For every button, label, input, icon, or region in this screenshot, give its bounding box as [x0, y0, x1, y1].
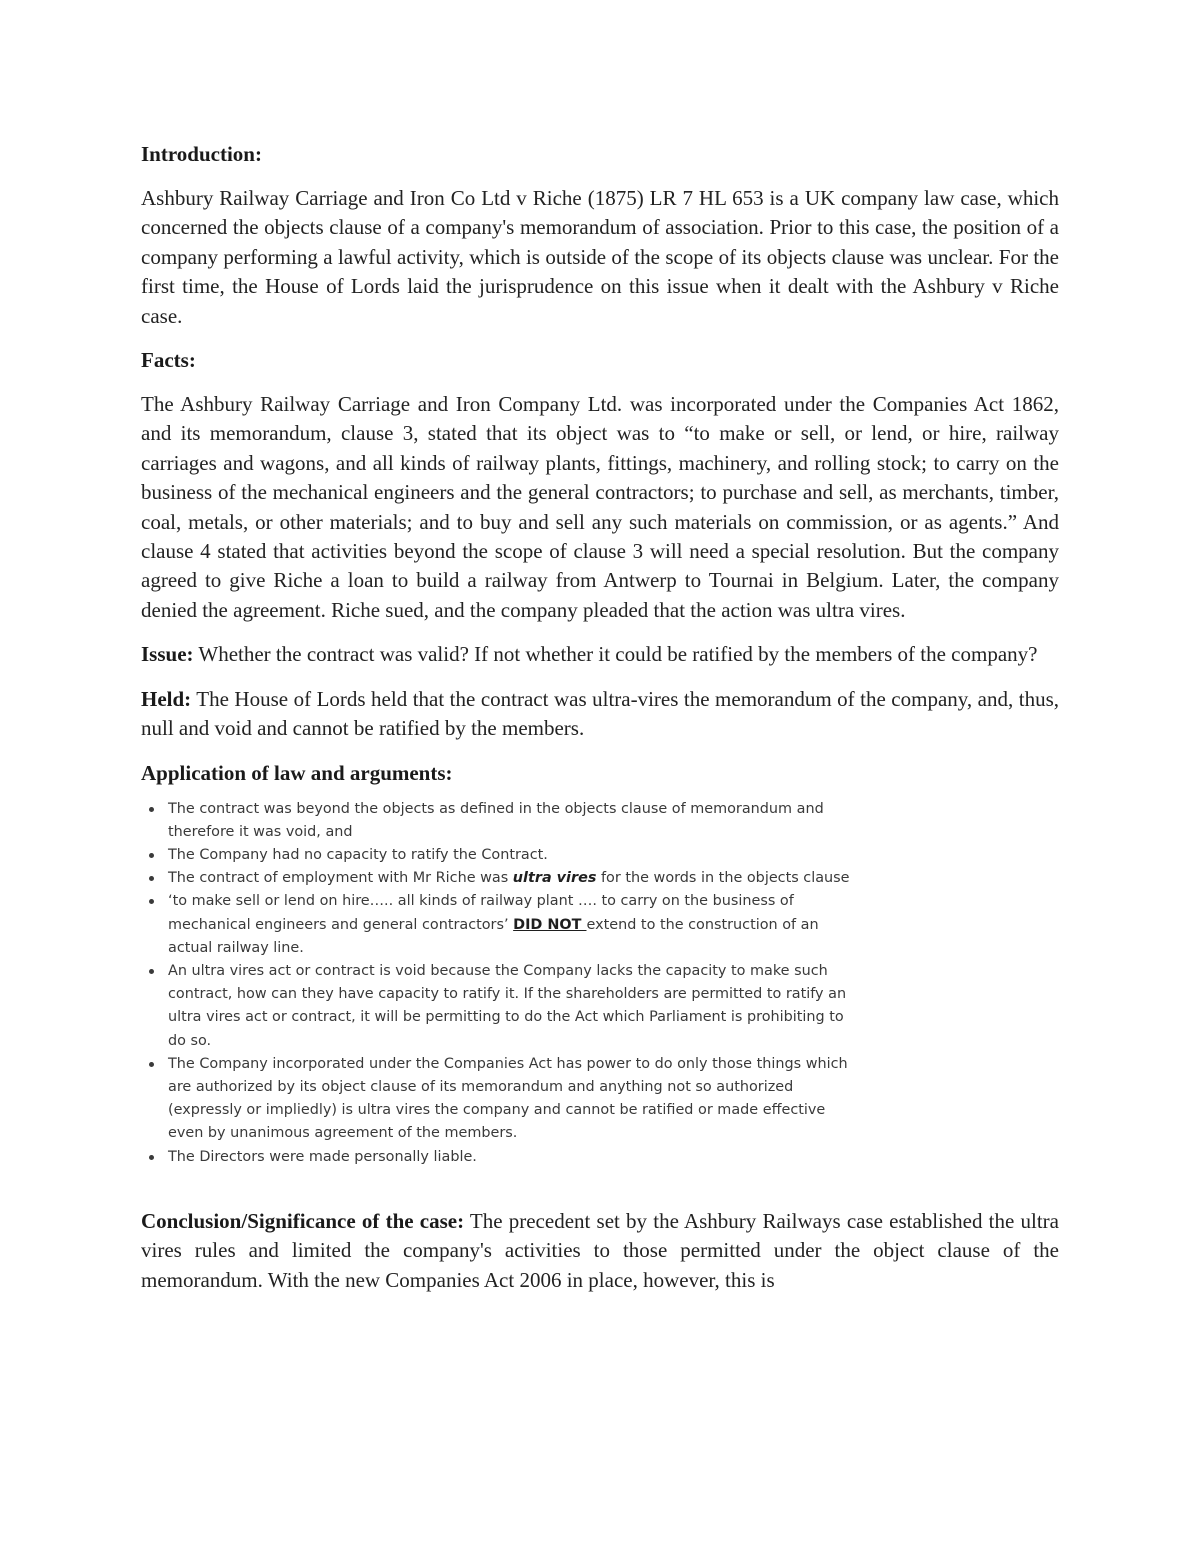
issue-paragraph: [141, 640, 1059, 669]
facts-heading: Facts:: [141, 348, 196, 373]
bullet-icon: [149, 1062, 154, 1067]
list-item: [141, 798, 851, 844]
list-item: [141, 890, 851, 960]
bullet-text: The Directors were made personally liable.: [168, 1148, 477, 1165]
bullet-text-pre: The contract of employment with Mr Riche was: [168, 870, 513, 887]
held-paragraph: [141, 685, 1059, 744]
facts-paragraph: The Ashbury Railway Carriage and Iron Company Ltd. was incorporated under the Companies Act 1862, and its memorandum, clause 3, stated that its object was to “to make or sell, or lend, or hire, railway carriages and wagons, and all kinds of railway plants, fittings, machinery, and rolling stock; to carry on the business of the mechanical engineers and the general contractors; to purchase and sell, as merchants, timber, coal, metals, or other materials; and to buy and sell any such materials on commission, or as agents.” And clause 4 stated that activities beyond the scope of clause 3 will need a special resolution. But the company agreed to give Riche a loan to build a railway from Antwerp to Tournai in Belgium. Later, the company denied the agreement. Riche sued, and the company pleaded that the action was ultra vires.: [141, 392, 1059, 622]
list-item: [141, 867, 851, 890]
bullet-text-post: extend to the construction of an actual railway line.: [168, 916, 819, 956]
bullet-icon: [149, 899, 154, 904]
introduction-heading: Introduction:: [141, 142, 262, 166]
bullet-text: The Company incorporated under the Companies Act has power to do only those things which are authorized by its object clause of its memorandum and anything not so authorized (expressly or impliedly) is ultra vires the company and cannot be ratified or made effective even by unanimous agreement of the members.: [168, 1055, 848, 1142]
list-item: [141, 844, 851, 867]
bullet-text-post: for the words in the objects clause: [596, 870, 850, 887]
conclusion-label: Conclusion/Significance of the case:: [141, 1208, 465, 1233]
held-label: Held:: [141, 686, 192, 711]
bullet-underline: DID NOT: [513, 916, 587, 933]
bullet-text-pre: ‘to make sell or lend on hire….. all kinds of railway plant …. to carry on the business of mechanical engineers and general contractors’: [168, 893, 794, 933]
issue-label: Issue:: [141, 642, 194, 667]
bullet-text: The contract was beyond the objects as defined in the objects clause of memorandum and therefore it was void, and: [168, 800, 824, 840]
bullet-icon: [149, 876, 154, 881]
document-page: [141, 140, 1059, 1310]
list-item: [141, 1053, 851, 1146]
list-item: [141, 960, 851, 1053]
held-text: The House of Lords held that the contract was ultra-vires the memorandum of the company, and, thus, null and void and cannot be ratified by the members.: [141, 686, 1059, 741]
issue-text: Whether the contract was valid? If not whether it could be ratified by the members of the company?: [193, 642, 1038, 667]
bullet-text: The Company had no capacity to ratify the Contract.: [168, 846, 548, 863]
arguments-list: [141, 798, 851, 1169]
bullet-icon: [149, 969, 154, 974]
bullet-emphasis: ultra vires: [512, 870, 597, 887]
application-heading: Application of law and arguments:: [141, 760, 453, 785]
bullet-icon: [149, 1155, 154, 1160]
bullet-icon: [149, 807, 154, 812]
bullet-icon: [149, 853, 154, 858]
bullet-text: An ultra vires act or contract is void because the Company lacks the capacity to make such contract, how can they have capacity to ratify it. If the shareholders are permitted to ratify an ultra vires act or contract, it will be permitting to do the Act which Parliament is prohibiting to do so.: [168, 962, 847, 1049]
conclusion-paragraph: [141, 1207, 1059, 1295]
list-item: [141, 1146, 851, 1169]
conclusion-text: The precedent set by the Ashbury Railways case established the ultra vires rules and limited the company's activities to those permitted under the object clause of the memorandum. With the new Companies Act 2006 in place, however, this is: [141, 1208, 1059, 1292]
introduction-paragraph: Ashbury Railway Carriage and Iron Co Ltd v Riche (1875) LR 7 HL 653 is a UK company law case, which concerned the objects clause of a company's memorandum of association. Prior to this case, the position of a company performing a lawful activity, which is outside of the scope of its objects clause was unclear. For the first time, the House of Lords laid the jurisprudence on this issue when it dealt with the Ashbury v Riche case.: [141, 186, 1059, 328]
